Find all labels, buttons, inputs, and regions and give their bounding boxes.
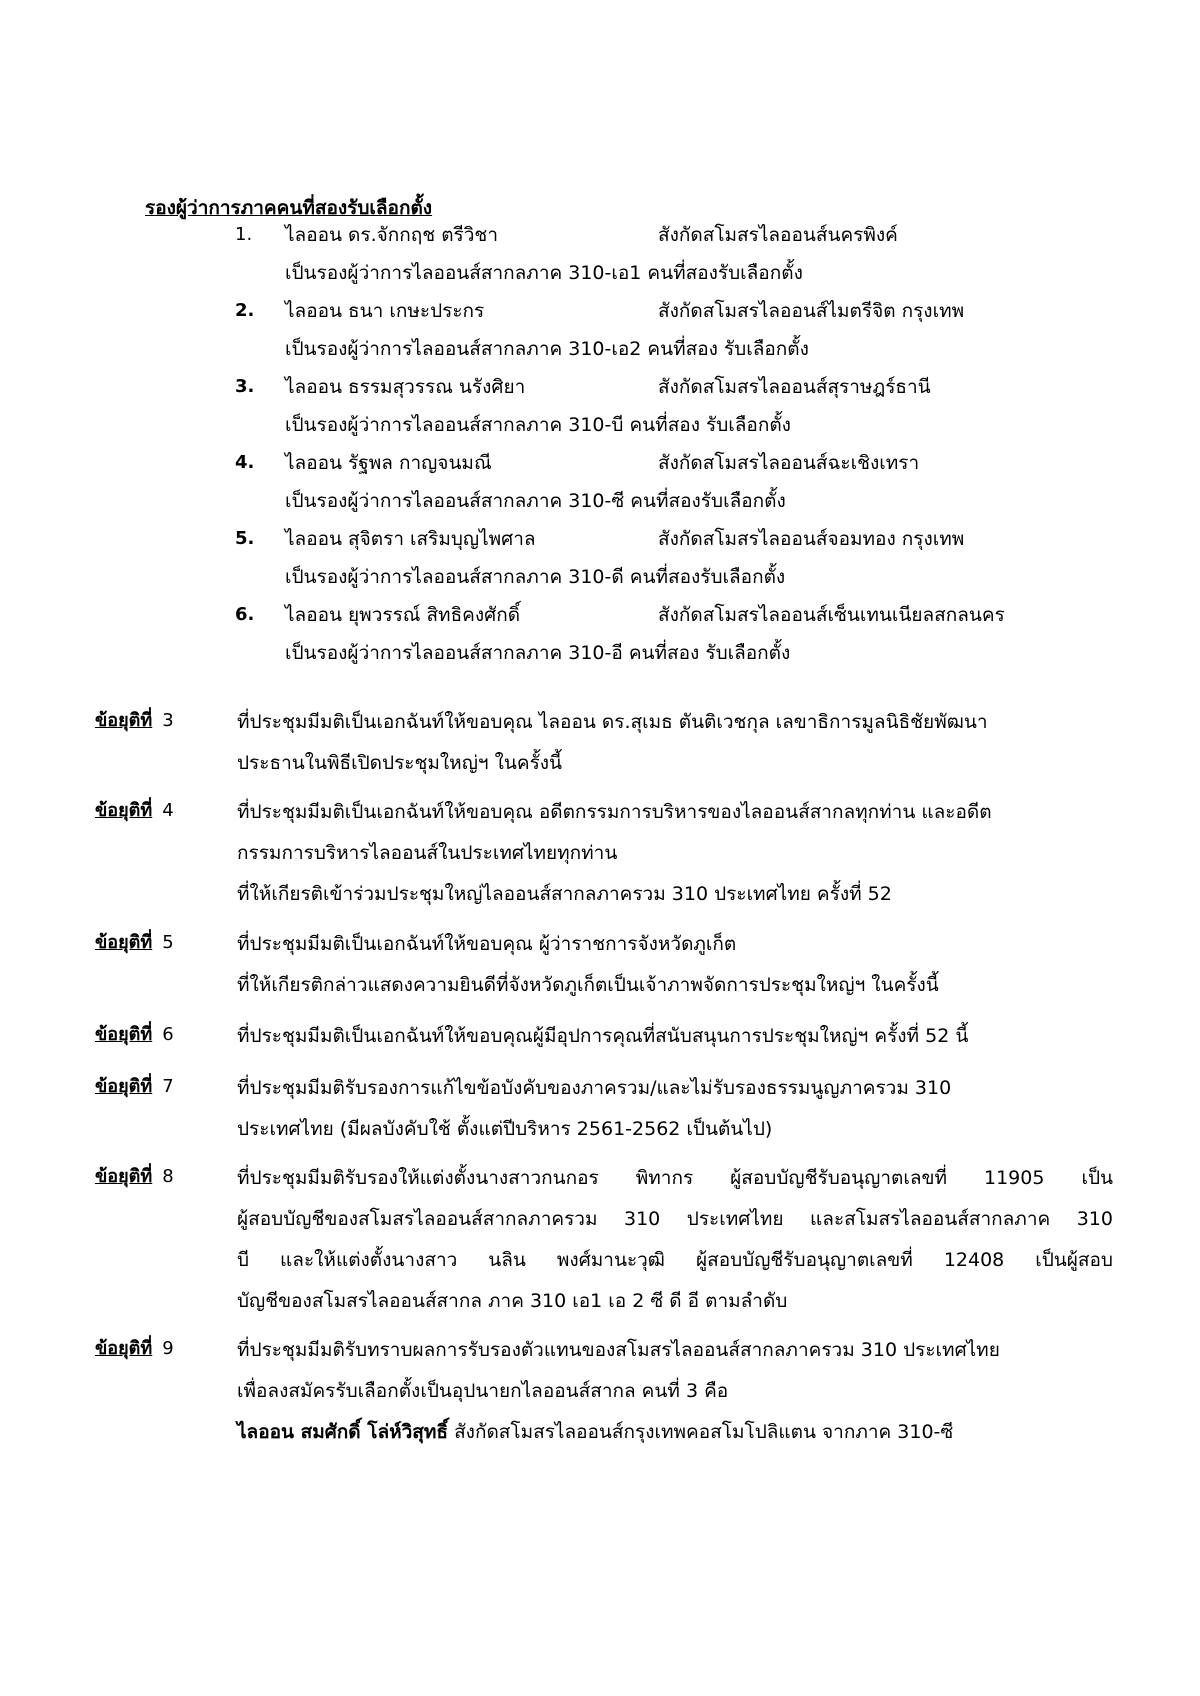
resolution-label-text: ข้อยุติที่ [95, 1024, 153, 1045]
candidate-role: เป็นรองผู้ว่าการไลออนส์สากลภาค 310-อี คนที่สอง รับเลือกตั้ง [285, 642, 791, 664]
candidate-item [235, 446, 1095, 522]
resolution-line: ที่ประชุมมีมติเป็นเอกฉันท์ให้ขอบคุณผู้มีอุปการคุณที่สนับสนุนการประชุมใหญ่ฯ ครั้งที่ 52 นี้ [237, 1025, 969, 1047]
resolution-line: ประธานในพิธีเปิดประชุมใหญ่ฯ ในครั้งนี้ [237, 752, 563, 774]
resolution-label [95, 1068, 174, 1106]
resolution-line: ที่ให้เกียรติเข้าร่วมประชุมใหญ่ไลออนส์สากลภาครวม 310 ประเทศไทย ครั้งที่ 52 [237, 883, 892, 905]
candidate-name: ไลออน ธรรมสุวรรณ นรังศิยา [285, 376, 526, 398]
resolution-line: ที่ประชุมมีมติรับรองการแก้ไขข้อบังคับของภาครวม/และไม่รับรองธรรมนูญภาครวม 310 [237, 1077, 952, 1099]
section-heading: รองผู้ว่าการภาคคนที่สองรับเลือกตั้ง [145, 197, 433, 219]
candidate-role: เป็นรองผู้ว่าการไลออนส์สากลภาค 310-บี คนที่สอง รับเลือกตั้ง [285, 414, 791, 436]
resolution-line: บี และให้แต่งตั้งนางสาว นลิน พงศ์มานะวุฒิ ผู้สอบบัญชีรับอนุญาตเลขที่ 12408 เป็นผู้สอบ [237, 1249, 1113, 1271]
resolution-line: บัญชีของสโมสรไลออนส์สากล ภาค 310 เอ1 เอ 2 ซี ดี อี ตามลำดับ [237, 1290, 788, 1312]
resolution-label [95, 702, 174, 740]
resolution-number: 3 [162, 710, 174, 731]
candidate-item [235, 522, 1095, 598]
resolution-final-line [237, 1412, 1113, 1453]
candidate-number: 5. [235, 528, 255, 549]
candidate-item [235, 370, 1095, 446]
nominee-name: ไลออน สมศักดิ์ โล่ห์วิสุทธิ์ [237, 1421, 449, 1443]
resolution-number: 4 [162, 800, 174, 821]
candidate-number: 4. [235, 452, 255, 473]
resolution-label [95, 1016, 174, 1054]
candidate-club: สังกัดสโมสรไลออนส์นครพิงค์ [658, 224, 898, 246]
resolution-body [237, 702, 1113, 784]
candidate-number: 6. [235, 604, 255, 625]
resolution-label [95, 792, 174, 830]
resolution-body [237, 1330, 1113, 1453]
resolution-line: กรรมการบริหารไลออนส์ในประเทศไทยทุกท่าน [237, 842, 618, 864]
resolution-body [237, 1158, 1113, 1322]
resolution-line: เพื่อลงสมัครรับเลือกตั้งเป็นอุปนายกไลออนส์สากล คนที่ 3 คือ [237, 1380, 729, 1402]
resolution-label [95, 1158, 174, 1196]
resolution-label-text: ข้อยุติที่ [95, 932, 153, 953]
resolution-label-text: ข้อยุติที่ [95, 710, 153, 731]
resolution-number: 5 [162, 932, 174, 953]
candidate-name: ไลออน ดร.จักกฤช ตรีวิชา [285, 224, 498, 246]
candidate-club: สังกัดสโมสรไลออนส์จอมทอง กรุงเทพ [658, 528, 965, 550]
candidate-item [235, 294, 1095, 370]
resolution-label [95, 924, 174, 962]
resolution-label-text: ข้อยุติที่ [95, 1338, 153, 1359]
candidate-name: ไลออน ยุพวรรณ์ สิทธิคงศักดิ์ [285, 604, 521, 626]
resolution-line: ที่ประชุมมีมติรับทราบผลการรับรองตัวแทนของสโมสรไลออนส์สากลภาครวม 310 ประเทศไทย [237, 1339, 1000, 1361]
candidate-role: เป็นรองผู้ว่าการไลออนส์สากลภาค 310-เอ2 คนที่สอง รับเลือกตั้ง [285, 338, 809, 360]
candidate-club: สังกัดสโมสรไลออนส์เซ็นเทนเนียลสกลนคร [658, 604, 1005, 626]
resolution-label-text: ข้อยุติที่ [95, 1076, 153, 1097]
candidate-club: สังกัดสโมสรไลออนส์ไมตรีจิต กรุงเทพ [658, 300, 965, 322]
resolution-body [237, 792, 1113, 915]
resolution-body [237, 924, 1113, 1006]
candidate-number: 3. [235, 376, 255, 397]
candidate-name: ไลออน รัฐพล กาญจนมณี [285, 452, 492, 474]
resolution-number: 7 [162, 1076, 174, 1097]
resolution-body [237, 1016, 1113, 1057]
candidate-name: ไลออน ธนา เกษะประกร [285, 300, 485, 322]
candidate-club: สังกัดสโมสรไลออนส์ฉะเชิงเทรา [658, 452, 920, 474]
resolution-label-text: ข้อยุติที่ [95, 1166, 153, 1187]
resolution-line: ที่ให้เกียรติกล่าวแสดงความยินดีที่จังหวัดภูเก็ตเป็นเจ้าภาพจัดการประชุมใหญ่ฯ ในครั้งนี้ [237, 974, 939, 996]
resolution-number: 6 [162, 1024, 174, 1045]
candidate-role: เป็นรองผู้ว่าการไลออนส์สากลภาค 310-ดี คนที่สองรับเลือกตั้ง [285, 566, 786, 588]
nominee-club: สังกัดสโมสรไลออนส์กรุงเทพคอสโมโปลิแตน จากภาค 310-ซี [448, 1421, 954, 1443]
candidate-item [235, 218, 1095, 294]
resolution-number: 9 [162, 1338, 174, 1359]
resolution-line: ที่ประชุมมีมติเป็นเอกฉันท์ให้ขอบคุณ ผู้ว่าราชการจังหวัดภูเก็ต [237, 933, 737, 955]
candidate-item [235, 598, 1095, 674]
candidate-number: 2. [235, 300, 255, 321]
resolution-label-text: ข้อยุติที่ [95, 800, 153, 821]
candidate-name: ไลออน สุจิตรา เสริมบุญไพศาล [285, 528, 536, 550]
candidate-role: เป็นรองผู้ว่าการไลออนส์สากลภาค 310-เอ1 คนที่สองรับเลือกตั้ง [285, 262, 803, 284]
resolution-line: ที่ประชุมมีมติรับรองให้แต่งตั้งนางสาวกนกอร พิทากร ผู้สอบบัญชีรับอนุญาตเลขที่ 11905 เป็น [237, 1167, 1113, 1189]
resolution-line: ประเทศไทย (มีผลบังคับใช้ ตั้งแต่ปีบริหาร 2561-2562 เป็นต้นไป) [237, 1118, 773, 1140]
candidate-club: สังกัดสโมสรไลออนส์สุราษฎร์ธานี [658, 376, 931, 398]
resolution-line: ที่ประชุมมีมติเป็นเอกฉันท์ให้ขอบคุณ อดีตกรรมการบริหารของไลออนส์สากลทุกท่าน และอดีต [237, 801, 992, 823]
candidate-number: 1. [235, 224, 253, 245]
resolution-label [95, 1330, 174, 1368]
candidate-role: เป็นรองผู้ว่าการไลออนส์สากลภาค 310-ซี คนที่สองรับเลือกตั้ง [285, 490, 786, 512]
resolution-number: 8 [162, 1166, 174, 1187]
resolution-line: ผู้สอบบัญชีของสโมสรไลออนส์สากลภาครวม 310 ประเทศไทย และสโมสรไลออนส์สากลภาค 310 [237, 1208, 1113, 1230]
resolution-line: ที่ประชุมมีมติเป็นเอกฉันท์ให้ขอบคุณ ไลออน ดร.สุเมธ ตันติเวชกุล เลขาธิการมูลนิธิชัยพัฒนา [237, 711, 988, 733]
resolution-body [237, 1068, 1113, 1150]
